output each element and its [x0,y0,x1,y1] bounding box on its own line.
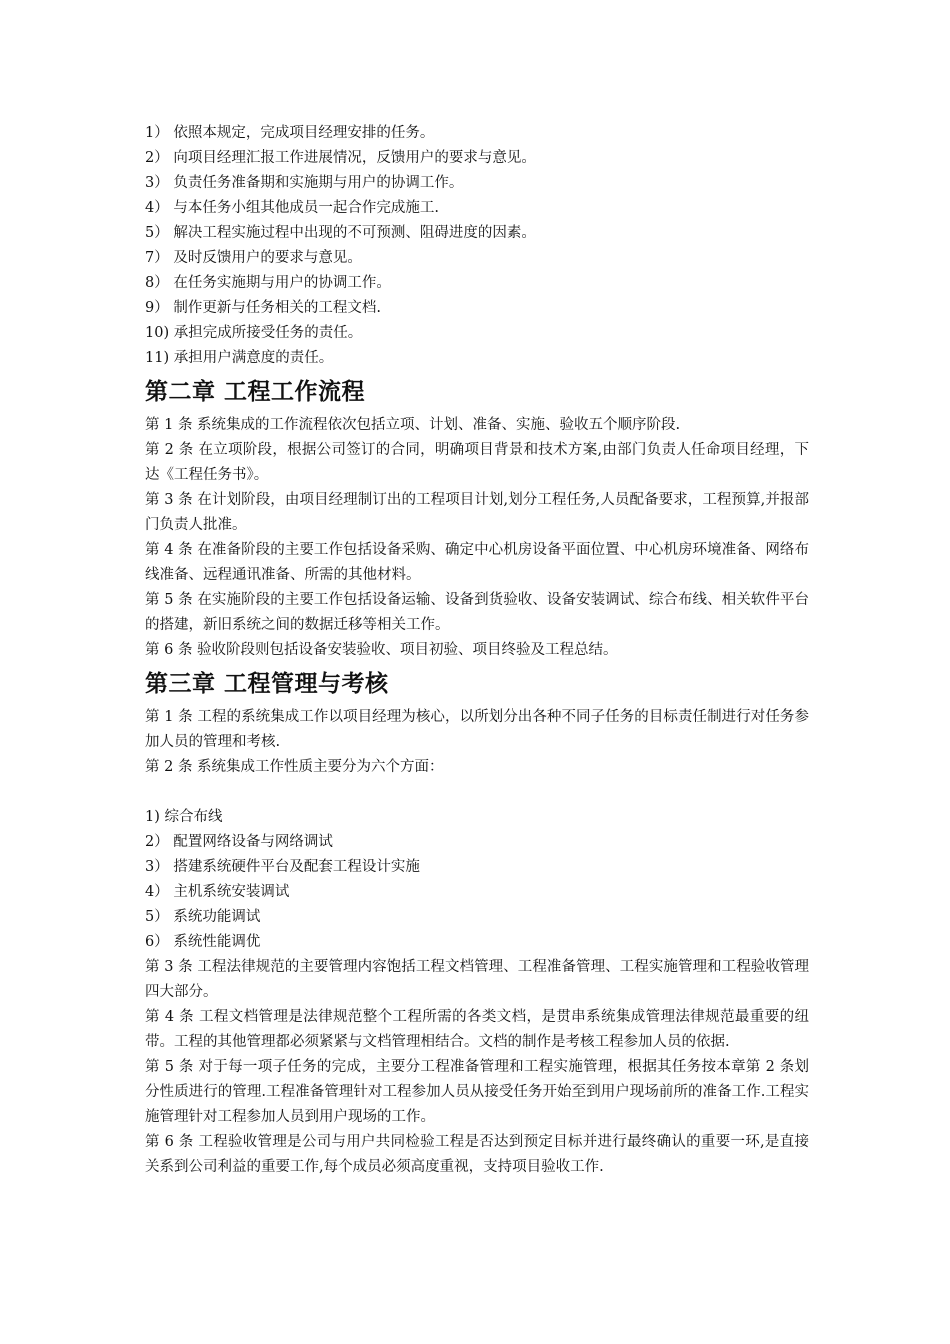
blank-line [145,780,809,805]
list-item: 1） 依照本规定，完成项目经理安排的任务。 [145,125,435,141]
document-page [145,121,809,1180]
list-item: 5） 系统功能调试 [145,909,261,925]
list-item: 4） 与本任务小组其他成员一起合作完成施工. [145,200,439,216]
chapter-3-body [145,705,809,1180]
article-paragraph: 第 1 条 系统集成的工作流程依次包括立项、计划、准备、实施、验收五个顺序阶段. [145,417,681,433]
article-paragraph: 第 5 条 对于每一项子任务的完成，主要分工程准备管理和工程实施管理，根据其任务按本章第 2 条划分性质进行的管理.工程准备管理针对工程参加人员从接受任务开始至到用户现场前所的准备工作.工程实施管理针对工程参加人员到用户现场的工作。 [145,1059,809,1125]
article-paragraph: 第 6 条 验收阶段则包括设备安装验收、项目初验、项目终验及工程总结。 [145,642,618,658]
list-item: 2） 配置网络设备与网络调试 [145,834,333,850]
chapter-3-heading: 第三章 工程管理与考核 [145,671,389,697]
list-item: 5） 解决工程实施过程中出现的不可预测、阻碍进度的因素。 [145,225,536,241]
list-item: 7） 及时反馈用户的要求与意见。 [145,250,362,266]
article-paragraph: 第 3 条 在计划阶段，由项目经理制订出的工程项目计划,划分工程任务,人员配备要求，工程预算,并报部门负责人批准。 [145,492,809,533]
work-type-list [145,805,809,955]
article-paragraph: 第 1 条 工程的系统集成工作以项目经理为核心，以所划分出各种不同子任务的目标责任制进行对任务参加人员的管理和考核. [145,709,809,750]
list-item: 6） 系统性能调优 [145,934,261,950]
list-item: 2） 向项目经理汇报工作进展情况，反馈用户的要求与意见。 [145,150,536,166]
article-paragraph: 第 5 条 在实施阶段的主要工作包括设备运输、设备到货验收、设备安装调试、综合布线、相关软件平台的搭建，新旧系统之间的数据迁移等相关工作。 [145,592,809,633]
list-item: 8） 在任务实施期与用户的协调工作。 [145,275,391,291]
list-item: 4） 主机系统安装调试 [145,884,290,900]
list-item: 11) 承担用户满意度的责任。 [145,350,334,366]
list-item: 10) 承担完成所接受任务的责任。 [145,325,363,341]
article-paragraph: 第 2 条 在立项阶段，根据公司签订的合同，明确项目背景和技术方案,由部门负责人任命项目经理，下达《工程任务书》。 [145,442,809,483]
article-paragraph: 第 6 条 工程验收管理是公司与用户共同检验工程是否达到预定目标并进行最终确认的重要一环,是直接关系到公司利益的重要工作,每个成员必须高度重视，支持项目验收工作. [145,1134,809,1175]
list-item: 3） 搭建系统硬件平台及配套工程设计实施 [145,859,420,875]
list-item: 9） 制作更新与任务相关的工程文档. [145,300,381,316]
article-paragraph: 第 4 条 在准备阶段的主要工作包括设备采购、确定中心机房设备平面位置、中心机房环境准备、网络布线准备、远程通讯准备、所需的其他材料。 [145,542,809,583]
duty-list [145,121,809,371]
list-item: 3） 负责任务准备期和实施期与用户的协调工作。 [145,175,464,191]
list-item: 1) 综合布线 [145,809,223,825]
chapter-2-body [145,413,809,663]
article-paragraph: 第 3 条 工程法律规范的主要管理内容饱括工程文档管理、工程准备管理、工程实施管理和工程验收管理四大部分。 [145,959,809,1000]
article-paragraph: 第 4 条 工程文档管理是法律规范整个工程所需的各类文档，是贯串系统集成管理法律规范最重要的纽带。工程的其他管理都必须紧紧与文档管理相结合。文档的制作是考核工程参加人员的依据. [145,1009,809,1050]
chapter-2-heading: 第二章 工程工作流程 [145,379,366,405]
article-paragraph: 第 2 条 系统集成工作性质主要分为六个方面： [145,759,444,775]
